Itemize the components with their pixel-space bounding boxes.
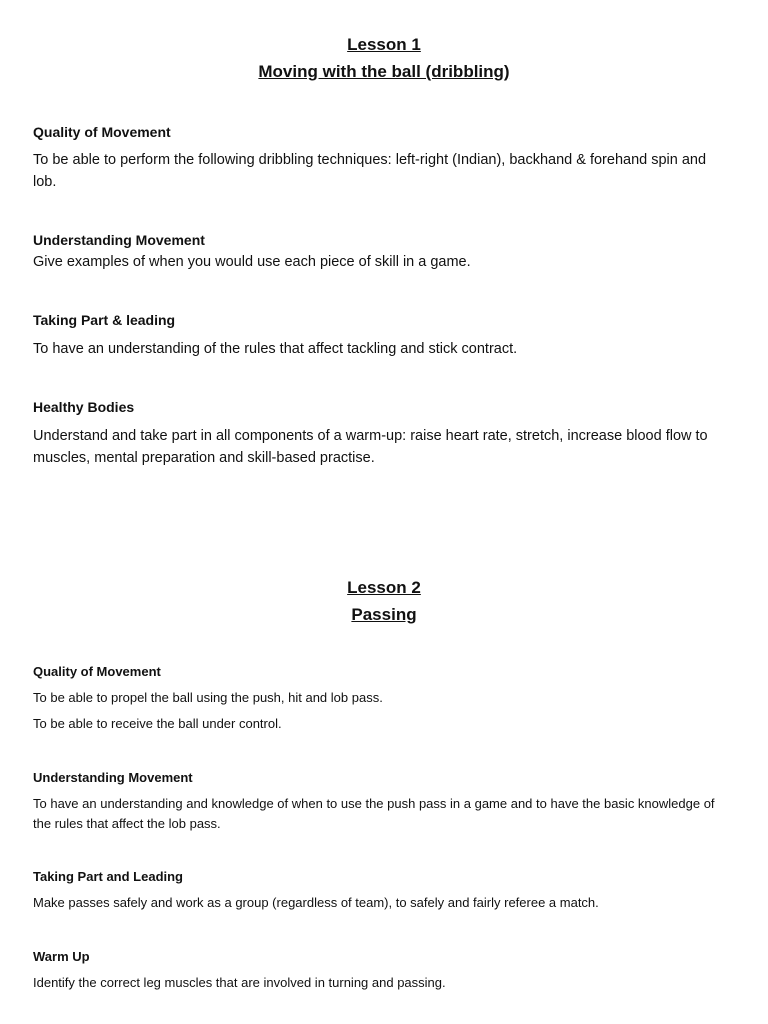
lesson-1-number: Lesson 1 (347, 35, 421, 54)
lesson-1-healthy-bodies-text: Understand and take part in all components of a warm-up: raise heart rate, stretch, increase blood flow to muscles, mental preparation and skill-based practise. (33, 428, 708, 466)
lesson-2-understanding-heading: Understanding Movement (33, 770, 193, 785)
lesson-2-quality-heading: Quality of Movement (33, 664, 161, 679)
lesson-2-taking-part-heading: Taking Part and Leading (33, 869, 184, 884)
lesson-1-quality-heading: Quality of Movement (33, 124, 171, 140)
lesson-1-understanding-text: Give examples of when you would use each piece of skill in a game. (33, 254, 471, 270)
lesson-2-taking-part-text: Make passes safely and work as a group (regardless of team), to safely and fairly referee a match. (33, 895, 599, 910)
lesson-2-warm-up-text: Identify the correct leg muscles that are involved in turning and passing. (33, 975, 446, 990)
lesson-2-number: Lesson 2 (347, 578, 421, 597)
lesson-2-title: Passing (351, 605, 417, 624)
lesson-1-healthy-bodies-heading: Healthy Bodies (33, 399, 135, 415)
lesson-2-quality-text-2: To be able to receive the ball under control. (33, 716, 282, 731)
lesson-2-warm-up-heading: Warm Up (33, 949, 90, 964)
lesson-1-title: Moving with the ball (dribbling) (258, 62, 510, 81)
lesson-1-taking-part-text: To have an understanding of the rules that affect tackling and stick contract. (33, 341, 518, 357)
lesson-1-understanding-heading: Understanding Movement (33, 232, 205, 248)
lesson-1-taking-part-heading: Taking Part & leading (33, 312, 176, 328)
lesson-1-quality-text: To be able to perform the following dribbling techniques: left-right (Indian), backhand & forehand spin and lob. (33, 152, 707, 190)
lesson-2-quality-text-1: To be able to propel the ball using the push, hit and lob pass. (33, 690, 383, 705)
lesson-2-understanding-text: To have an understanding and knowledge of when to use the push pass in a game and to have the basic knowledge of the rules that affect the lob pass. (33, 796, 715, 831)
